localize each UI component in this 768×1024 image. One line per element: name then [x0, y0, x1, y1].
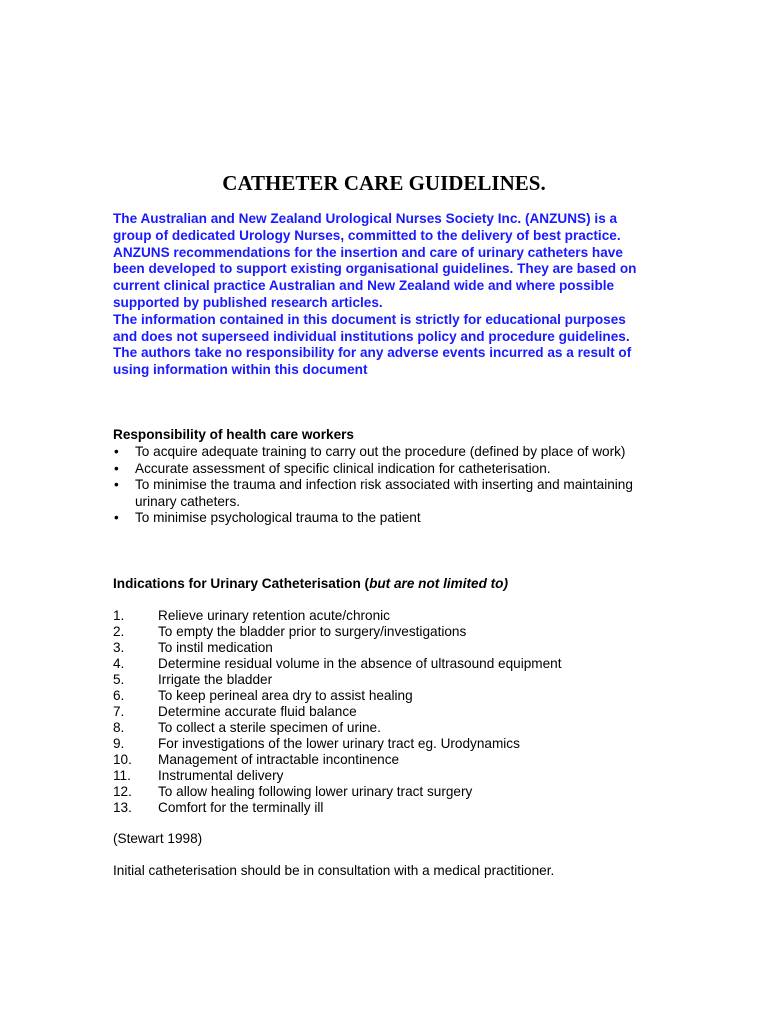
- list-item-text: Instrumental delivery: [158, 768, 284, 783]
- citation: (Stewart 1998): [113, 831, 203, 846]
- list-item: [113, 461, 653, 478]
- list-item: [113, 624, 673, 640]
- list-number: 5.: [113, 672, 125, 687]
- list-item-text: To allow healing following lower urinary tract surgery: [158, 784, 473, 799]
- list-number: 7.: [113, 704, 125, 719]
- list-item-text: To minimise the trauma and infection risk associated with inserting and maintaining urinary catheters.: [135, 477, 633, 509]
- list-number: 9.: [113, 736, 125, 751]
- list-item: [113, 720, 673, 736]
- list-item: [113, 444, 653, 461]
- responsibility-list: [113, 444, 653, 527]
- list-item: [113, 704, 673, 720]
- list-number: 3.: [113, 640, 125, 655]
- list-item: [113, 640, 673, 656]
- list-item-text: Relieve urinary retention acute/chronic: [158, 608, 390, 623]
- list-item: [113, 736, 673, 752]
- intro-paragraph-2: The information contained in this document is strictly for educational purposes and does not superseed individual institutions policy and procedure guidelines. The authors take no responsibility for any adverse events incurred as a result of using information within this document: [113, 311, 632, 378]
- list-item: [113, 656, 673, 672]
- list-item-text: Accurate assessment of specific clinical indication for catheterisation.: [135, 460, 551, 476]
- bullet-icon: •: [114, 444, 119, 459]
- list-item-text: To collect a sterile specimen of urine.: [158, 720, 381, 735]
- list-item: [113, 510, 653, 527]
- indications-heading-main: Indications for Urinary Catheterisation (: [113, 576, 370, 591]
- list-item: [113, 752, 673, 768]
- bullet-icon: •: [114, 477, 119, 492]
- list-number: 10.: [113, 752, 132, 767]
- bullet-icon: •: [114, 510, 119, 525]
- list-item: [113, 768, 673, 784]
- responsibility-heading: Responsibility of health care workers: [113, 427, 354, 442]
- list-item-text: To keep perineal area dry to assist healing: [158, 688, 413, 703]
- list-item: [113, 672, 673, 688]
- list-number: 1.: [113, 608, 125, 623]
- list-number: 13.: [113, 800, 132, 815]
- list-number: 12.: [113, 784, 132, 799]
- intro-block: [113, 211, 653, 379]
- list-item-text: Comfort for the terminally ill: [158, 800, 324, 815]
- list-number: 11.: [113, 768, 131, 783]
- closing-note: Initial catheterisation should be in consultation with a medical practitioner.: [113, 863, 555, 878]
- list-item: [113, 477, 653, 510]
- list-item-text: Determine residual volume in the absence of ultrasound equipment: [158, 656, 562, 671]
- list-item-text: For investigations of the lower urinary tract eg. Urodynamics: [158, 736, 520, 751]
- list-number: 2.: [113, 624, 125, 639]
- indications-heading-qualifier: but are not limited to): [369, 576, 509, 591]
- bullet-icon: •: [114, 460, 119, 476]
- intro-paragraph-1: The Australian and New Zealand Urological Nurses Society Inc. (ANZUNS) is a group of dedicated Urology Nurses, committed to the delivery of best practice. ANZUNS recommendations for the insertion and care of urinary catheters have been developed to support existing organisational guidelines. They are based on current clinical practice Australian and New Zealand wide and where possible supported by published research articles.: [113, 211, 637, 310]
- list-item-text: Irrigate the bladder: [158, 672, 273, 687]
- list-number: 4.: [113, 656, 125, 671]
- list-item: [113, 800, 673, 816]
- list-item-text: To instil medication: [158, 640, 273, 655]
- document-title: CATHETER CARE GUIDELINES.: [222, 171, 546, 195]
- indications-heading: [113, 576, 508, 593]
- list-item-text: To minimise psychological trauma to the patient: [135, 510, 421, 525]
- list-item: [113, 688, 673, 704]
- list-item: [113, 784, 673, 800]
- indications-list: [113, 608, 673, 816]
- list-item-text: To acquire adequate training to carry out the procedure (defined by place of work): [135, 444, 626, 459]
- list-number: 8.: [113, 720, 125, 735]
- list-number: 6.: [113, 688, 125, 703]
- list-item-text: Management of intractable incontinence: [158, 752, 400, 767]
- list-item-text: To empty the bladder prior to surgery/investigations: [158, 624, 467, 639]
- list-item-text: Determine accurate fluid balance: [158, 704, 357, 719]
- list-item: [113, 608, 673, 624]
